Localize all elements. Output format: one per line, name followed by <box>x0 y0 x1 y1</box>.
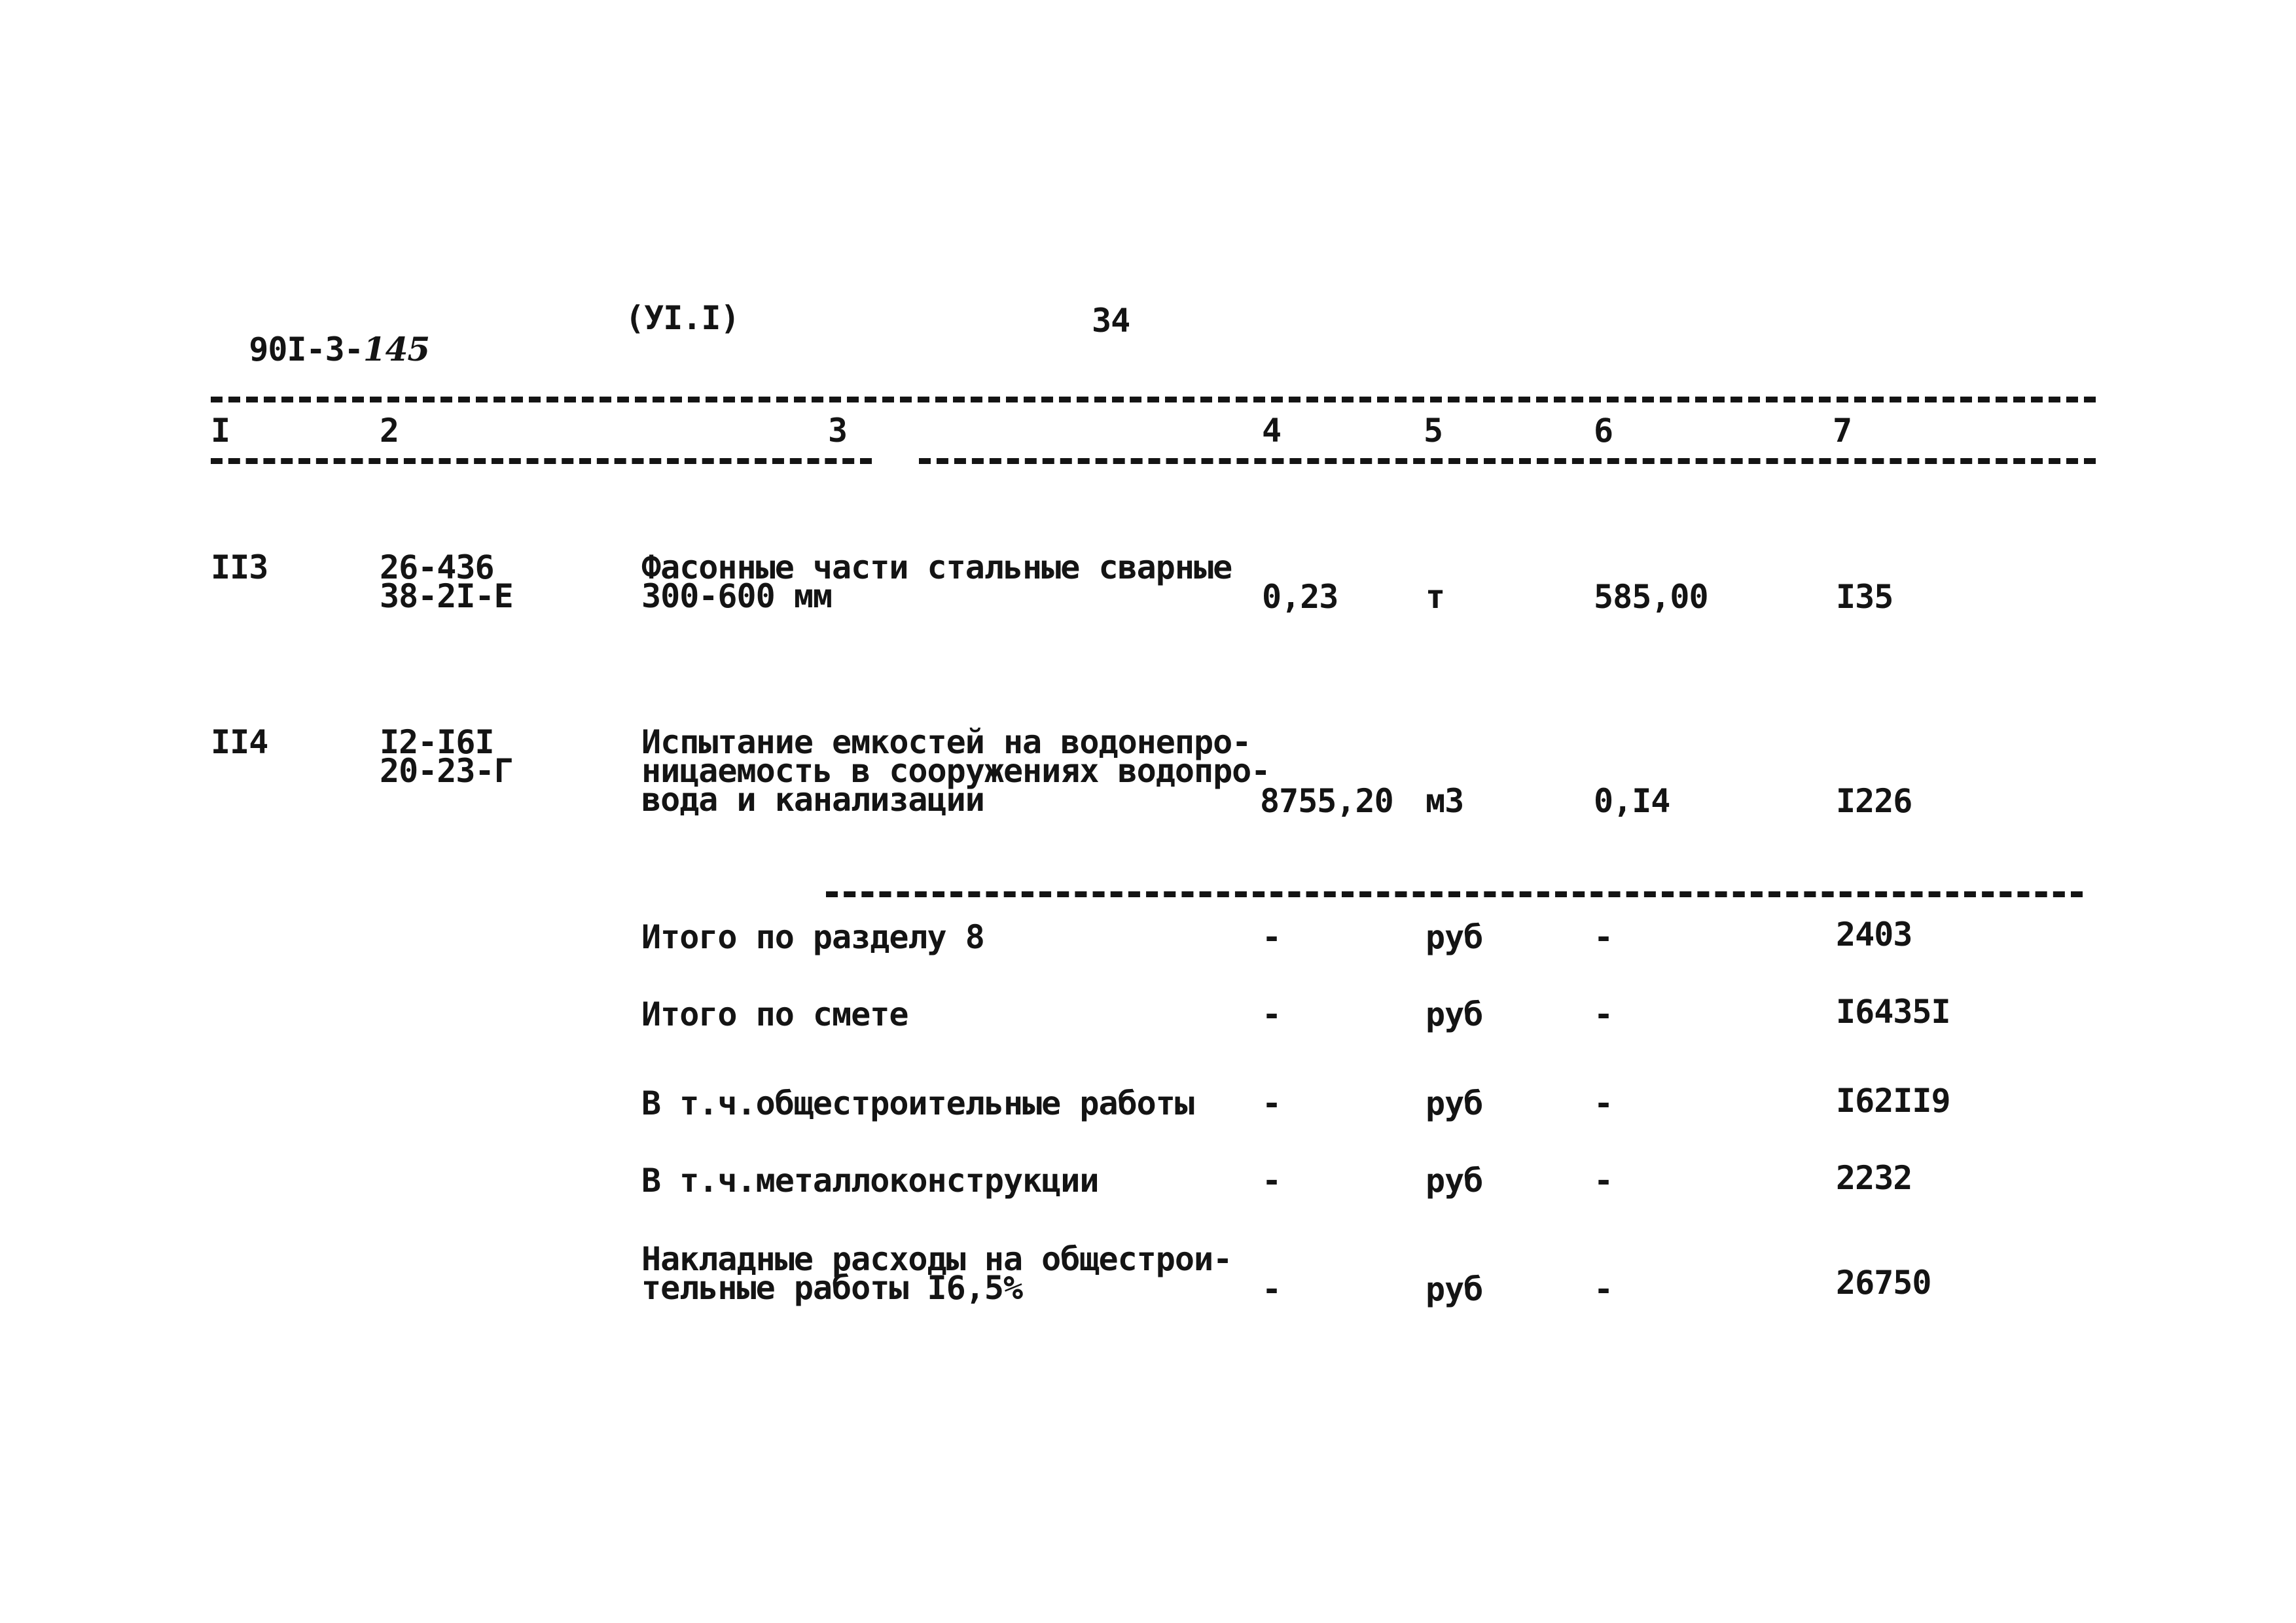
row-113-number: II3 <box>211 548 268 586</box>
document-code-handwritten: 145 <box>363 330 430 368</box>
total-metal-structures-value: 2232 <box>1836 1159 1912 1197</box>
row-113-unit: т <box>1426 578 1445 616</box>
row-113-code-2: 38-2I-Е <box>380 577 513 615</box>
total-section-8-value: 2403 <box>1836 916 1912 954</box>
totals-separator-rule <box>826 891 2083 897</box>
row-114-code-1: I2-I6I <box>380 723 494 761</box>
total-section-8-quantity: - <box>1262 918 1282 956</box>
total-general-works-price: - <box>1594 1084 1613 1122</box>
header-bottom-rule-left <box>211 458 872 464</box>
column-header-5: 5 <box>1424 412 1443 450</box>
row-113-code-1: 26-436 <box>380 548 494 586</box>
overhead-costs-price: - <box>1594 1270 1613 1308</box>
total-section-8-price: - <box>1594 918 1613 956</box>
row-114-code-2: 20-23-Г <box>380 752 513 790</box>
total-metal-structures-unit: руб <box>1426 1162 1483 1200</box>
section-number: (УI.I) <box>625 299 740 337</box>
document-code <box>211 302 430 368</box>
row-114-total: I226 <box>1836 782 1912 820</box>
total-section-8-unit: руб <box>1426 918 1483 956</box>
row-113-description-2: 300-600 мм <box>641 577 833 615</box>
total-estimate-label: Итого по смете <box>641 995 908 1033</box>
column-header-4: 4 <box>1262 412 1282 450</box>
row-114-description-1: Испытание емкостей на водонепро- <box>641 723 1251 761</box>
row-114-unit: м3 <box>1426 782 1464 820</box>
total-metal-structures-price: - <box>1594 1162 1613 1200</box>
overhead-costs-value: 26750 <box>1836 1264 1931 1302</box>
page-number: 34 <box>1092 302 1130 340</box>
row-114-price: 0,I4 <box>1594 782 1670 820</box>
total-metal-structures-label: В т.ч.металлоконструкции <box>641 1162 1099 1200</box>
overhead-costs-unit: руб <box>1426 1270 1483 1308</box>
overhead-costs-label-1: Накладные расходы на общестрои- <box>641 1240 1232 1278</box>
column-header-3: 3 <box>828 412 848 450</box>
total-general-works-quantity: - <box>1262 1084 1282 1122</box>
header-bottom-rule-right <box>919 458 2096 464</box>
overhead-costs-label-2: тельные работы I6,5% <box>641 1269 1023 1307</box>
column-header-2: 2 <box>380 412 399 450</box>
total-metal-structures-quantity: - <box>1262 1162 1282 1200</box>
row-113-quantity: 0,23 <box>1262 578 1338 616</box>
total-estimate-value: I6435I <box>1836 993 1950 1031</box>
row-114-description-2: ницаемость в сооружениях водопро- <box>641 752 1270 790</box>
total-estimate-unit: руб <box>1426 995 1483 1033</box>
row-114-quantity: 8755,20 <box>1260 782 1393 820</box>
total-general-works-unit: руб <box>1426 1084 1483 1122</box>
header-top-rule <box>211 397 2096 402</box>
total-section-8-label: Итого по разделу 8 <box>641 918 984 956</box>
column-header-1: I <box>211 412 230 450</box>
total-estimate-price: - <box>1594 995 1613 1033</box>
overhead-costs-quantity: - <box>1262 1270 1282 1308</box>
total-general-works-label: В т.ч.общестроительные работы <box>641 1084 1194 1122</box>
total-general-works-value: I62II9 <box>1836 1082 1950 1120</box>
row-113-price: 585,00 <box>1594 578 1708 616</box>
column-header-6: 6 <box>1594 412 1613 450</box>
column-header-7: 7 <box>1833 412 1852 450</box>
row-113-total: I35 <box>1836 578 1893 616</box>
document-code-prefix: 90I-3- <box>249 330 363 368</box>
row-113-description-1: Фасонные части стальные сварные <box>641 548 1232 586</box>
total-estimate-quantity: - <box>1262 995 1282 1033</box>
row-114-number: II4 <box>211 723 268 761</box>
row-114-description-3: вода и канализации <box>641 781 984 819</box>
